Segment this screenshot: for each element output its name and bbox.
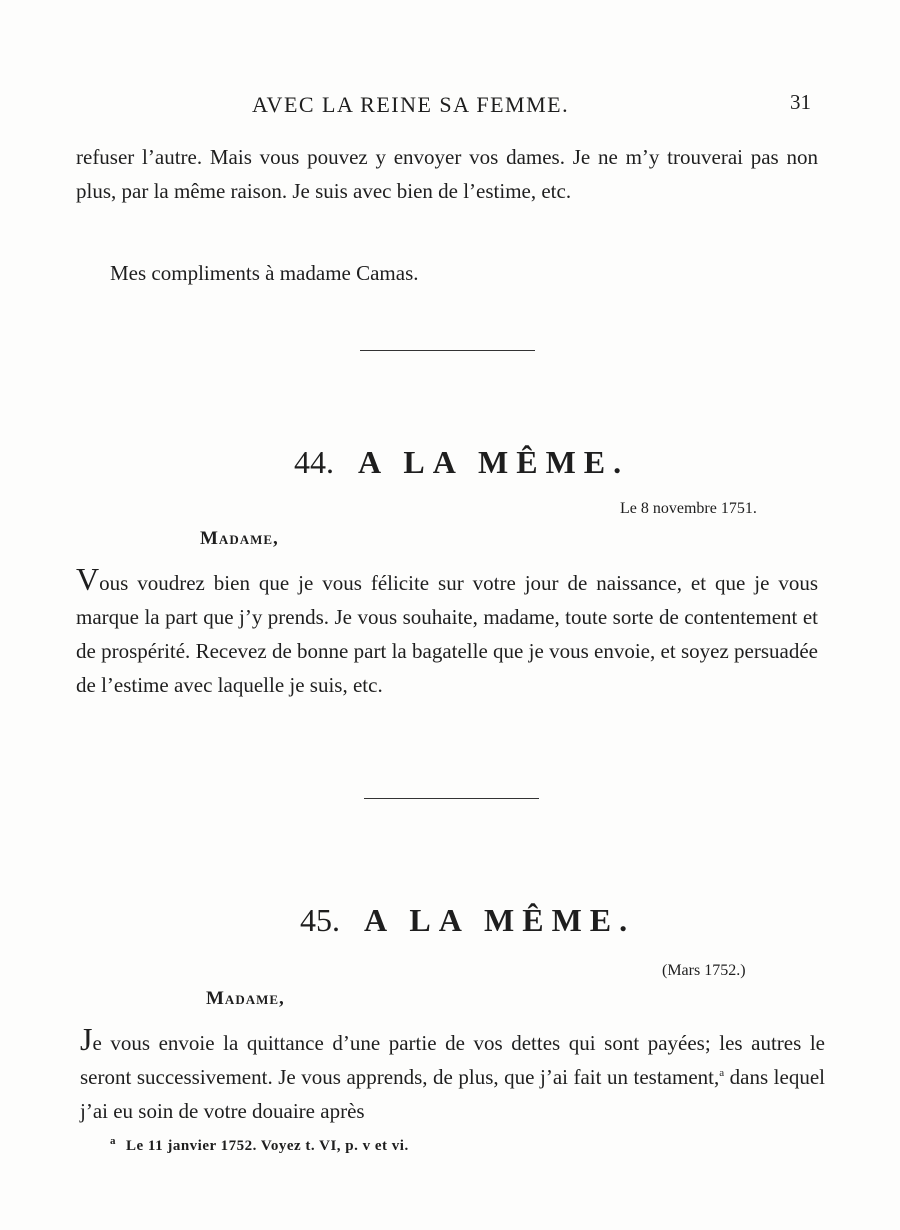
letter-45-initial: J [80, 1021, 93, 1057]
letter-44-heading [294, 444, 629, 481]
section-divider [360, 350, 535, 351]
letter-45-body-text-1: e vous envoie la quittance d’une partie de vos dettes qui sont payées; les autres le seront successivement. Je vous apprends, de plus, que j’ai fait un testament, [80, 1031, 825, 1089]
letter-45-body-text-2: dans lequel j’ai eu soin de votre douaire après [80, 1065, 825, 1123]
letter-44-body [76, 561, 818, 702]
letter-45-salutation: Madame, [206, 988, 285, 1009]
letter-45-date: (Mars 1752.) [662, 962, 746, 979]
letter-44-salutation: Madame, [200, 528, 279, 549]
letter-44-number: 44. [294, 444, 334, 480]
paragraph-compliments: Mes compliments à madame Camas. [110, 261, 419, 285]
section-divider [364, 798, 539, 799]
footnote-mark: a [110, 1135, 116, 1147]
letter-45-heading [300, 902, 635, 939]
letter-45-body [80, 1021, 825, 1128]
paragraph-continuation: refuser l’autre. Mais vous pouvez y envoyer vos dames. Je ne m’y trouverai pas non plus, par la même raison. Je suis avec bien de l’estime, etc. [76, 145, 818, 203]
running-head: AVEC LA REINE SA FEMME. [252, 92, 570, 117]
page-number: 31 [790, 90, 811, 114]
footnote-reference: a [719, 1067, 725, 1079]
letter-44-title: A LA MÊME. [358, 444, 630, 480]
letter-44-date: Le 8 novembre 1751. [620, 500, 757, 517]
letter-44-body-text: ous voudrez bien que je vous félicite sur votre jour de naissance, et que je vous marque la part que j’y prends. Je vous souhaite, madame, toute sorte de contentement et de prospérité. Recevez de bonne part la bagatelle que je vous envoie, et soyez persuadée de l’estime avec laquelle je suis, etc. [76, 571, 818, 697]
footnote-text: Le 11 janvier 1752. Voyez t. VI, p. v et vi. [126, 1138, 409, 1154]
letter-44-initial: V [76, 561, 100, 597]
letter-45-title: A LA MÊME. [364, 902, 636, 938]
letter-45-number: 45. [300, 902, 340, 938]
footnote [110, 1135, 409, 1155]
